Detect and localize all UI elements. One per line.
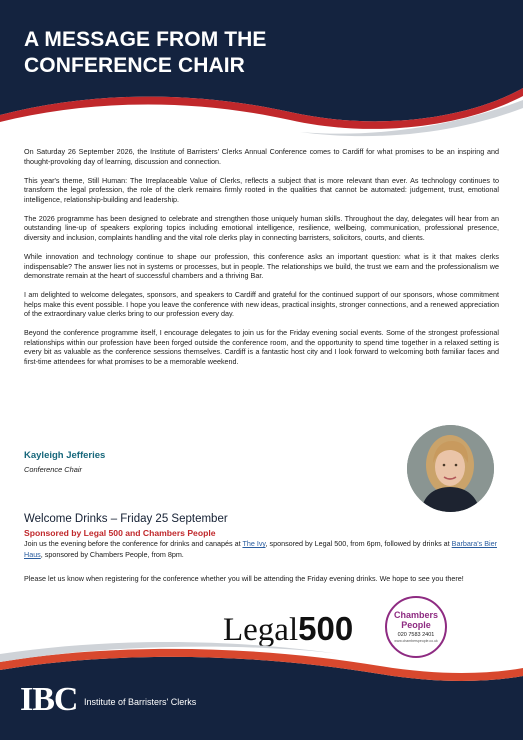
signature-role: Conference Chair — [24, 465, 82, 474]
page-title — [24, 27, 267, 79]
legal500-number: 500 — [298, 610, 354, 647]
paragraph: The 2026 programme has been designed to celebrate and strengthen those uniquely human skills. Throughout the day, delegates will hear from an outstanding line-up of speakers exploring topics including emotional intelligence, resilience, wellbeing, communication, professional presence, diversity and inclusion, complaints handling and the vital role clerks play in connecting barristers, solicitors, courts, and clients. — [24, 213, 499, 242]
footer-wave-graphic — [0, 640, 523, 740]
paragraph: On Saturday 26 September 2026, the Institute of Barristers' Clerks Annual Conference comes to Cardiff for what promises to be an inspiring and thought-provoking day of learning, discussion and connection. — [24, 147, 499, 166]
barbaras-bier-haus-link[interactable]: Barbara's Bier Haus — [24, 539, 497, 559]
chambers-people-phone: 020 7583 2401 — [397, 632, 435, 638]
paragraph: This year's theme, Still Human: The Irreplaceable Value of Clerks, reflects a subject that is more relevant than ever. As technology continues to transform the legal profession, the role of the clerk remains firmly rooted in the qualities that cannot be automated: judgement, trust, emotional intelligence, relationship-building and leadership. — [24, 175, 499, 204]
welcome-drinks-heading: Welcome Drinks – Friday 25 September — [24, 513, 228, 525]
signature-name: Kayleigh Jefferies — [24, 450, 106, 461]
message-body — [24, 147, 499, 376]
legal500-word: Legal — [223, 612, 299, 648]
ibc-org-name: Institute of Barristers' Clerks — [84, 697, 197, 707]
page-title-line2: CONFERENCE CHAIR — [24, 54, 245, 77]
chambers-people-line2: People — [401, 620, 431, 630]
welcome-text-part: , sponsored by Legal 500, from 6pm, followed by drinks at — [265, 539, 452, 548]
the-ivy-link[interactable]: The Ivy — [242, 539, 266, 548]
welcome-drinks-text — [24, 538, 504, 560]
paragraph: Beyond the conference programme itself, I encourage delegates to join us for the Friday evening social events. Some of the strongest professional relationships within our profession have been forged outside the conference room, and the opportunity to spend time together in a relaxed setting is every bit as valuable as the conference sessions themselves. Cardiff is a fantastic host city and I look forward to welcoming both familiar faces and first-time attendees for what promises to be a memorable weekend. — [24, 328, 499, 367]
welcome-text-part: Join us the evening before the conference for drinks and canapés at — [24, 539, 243, 548]
welcome-drinks-note: Please let us know when registering for the conference whether you will be attending the Friday evening drinks. We hope to see you there! — [24, 574, 464, 583]
page-title-line1: A MESSAGE FROM THE — [24, 28, 267, 51]
paragraph: I am delighted to welcome delegates, sponsors, and speakers to Cardiff and grateful for the continued support of our sponsors, whose commitment helps make this event possible. I hope you leave the conference with new ideas, practical insights, stronger connections, and a renewed appreciation of the extraordinary value clerks bring to our profession every day. — [24, 290, 499, 319]
portrait-photo — [407, 425, 494, 512]
welcome-text-part: , sponsored by Chambers People, from 8pm. — [40, 550, 184, 559]
chambers-people-line1: Chambers — [393, 610, 438, 620]
welcome-drinks-sponsor: Sponsored by Legal 500 and Chambers People — [24, 528, 216, 538]
paragraph: While innovation and technology continue to shape our profession, this conference asks an important question: what is it that makes clerks indispensable? The answer lies not in systems or processes, but in people. The relationships we build, the trust we earn and the professionalism we demonstrate remain at the heart of successful chambers and a thriving Bar. — [24, 251, 499, 281]
ibc-logo: IBC — [20, 681, 78, 718]
chambers-people-web: www.chamberspeople.co.uk — [394, 639, 438, 643]
